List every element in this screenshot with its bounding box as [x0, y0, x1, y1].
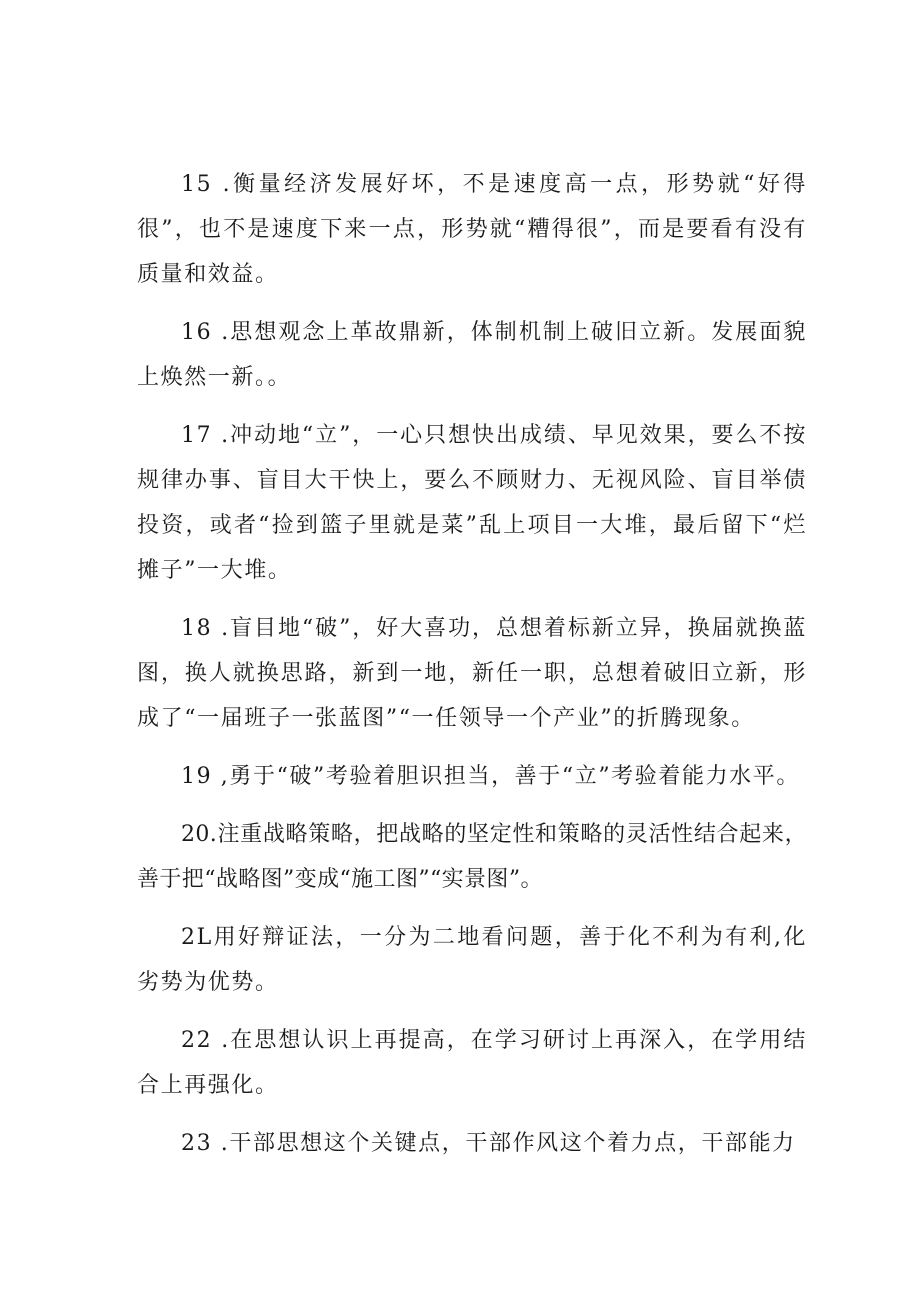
paragraph-15: 15 .衡量经济发展好坏，不是速度高一点，形势就“好得很”，也不是速度下来一点，形势就“糟得很”，而是要看有没有质量和效益。	[137, 172, 807, 287]
paragraph-18: 18 .盲目地“破”，好大喜功，总想着标新立异，换届就换蓝图，换人就换思路，新到一地，新任一职，总想着破旧立新，形成了“一届班子一张蓝图”“一任领导一个产业”的折腾现象。	[137, 616, 807, 731]
paragraph-17: 17 .冲动地“立”，一心只想快出成绩、早见效果，要么不按规律办事、盲目大干快上，要么不顾财力、无视风险、盲目举债投资，或者“捡到篮子里就是菜”乱上项目一大堆，最后留下“烂摊子”一大堆。	[137, 423, 807, 583]
paragraph-19: 19 ,勇于“破”考验着胆识担当，善于“立”考验着能力水平。	[181, 764, 800, 789]
paragraph-22: 22 .在思想认识上再提高，在学习研讨上再深入，在学用结合上再强化。	[137, 1028, 807, 1098]
paragraph-20: 20.注重战略策略，把战略的坚定性和策略的灵活性结合起来，善于把“战略图”变成“施工图”“实景图”。	[137, 822, 807, 892]
document-body	[137, 162, 807, 1179]
paragraph-21: 2L用好辩证法，一分为二地看问题，善于化不利为有利,化劣势为优势。	[137, 925, 807, 995]
paragraph-16: 16 .思想观念上革故鼎新，体制机制上破旧立新。发展面貌上焕然一新。。	[137, 320, 807, 390]
paragraph-23: 23 .干部思想这个关键点，干部作风这个着力点，干部能力	[181, 1131, 796, 1156]
